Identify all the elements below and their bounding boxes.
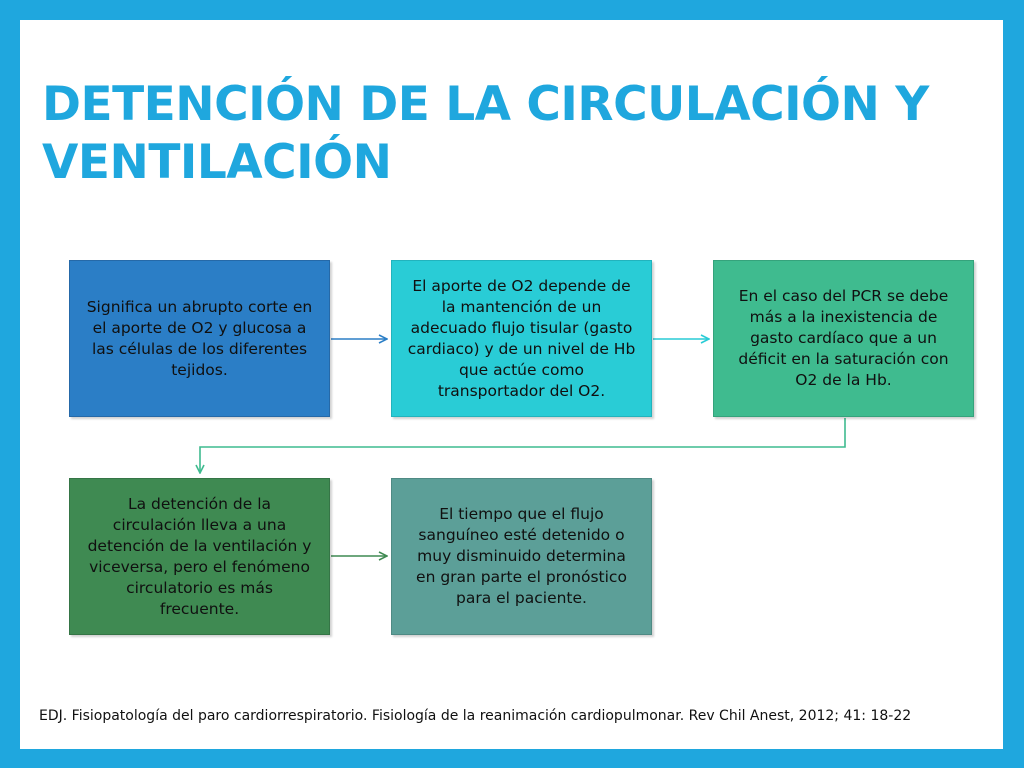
arrow-box3-to-box4 <box>200 418 845 473</box>
flow-box-2-text: El aporte de O2 depende de la mantención de un adecuado flujo tisular (gasto cardiaco) y de un nivel de Hb que actúe como transportador del O2. <box>407 276 636 400</box>
flow-box-1 <box>69 260 330 417</box>
slide-title: DETENCIÓN DE LA CIRCULACIÓN Y VENTILACIÓN <box>42 77 929 190</box>
flow-box-4 <box>69 478 330 635</box>
flow-box-1-text: Significa un abrupto corte en el aporte de O2 y glucosa a las células de los diferentes tejidos. <box>86 297 313 379</box>
flow-box-2 <box>391 260 652 417</box>
slide <box>20 20 1003 749</box>
flow-box-5-text: El tiempo que el flujo sanguíneo esté detenido o muy disminuido determina en gran parte el pronóstico para el paciente. <box>416 505 627 607</box>
flow-box-5 <box>391 478 652 635</box>
citation: EDJ. Fisiopatología del paro cardiorrespiratorio. Fisiología de la reanimación cardiopulmonar. Rev Chil Anest, 2012; 41: 18-22 <box>39 708 912 724</box>
flow-box-4-text: La detención de la circulación lleva a una detención de la ventilación y viceversa, pero el fenómeno circulatorio es más frecuente. <box>87 494 312 618</box>
flow-box-3-text: En el caso del PCR se debe más a la inexistencia de gasto cardíaco que a un déficit en la saturación con O2 de la Hb. <box>738 287 949 389</box>
flow-box-3 <box>713 260 974 417</box>
